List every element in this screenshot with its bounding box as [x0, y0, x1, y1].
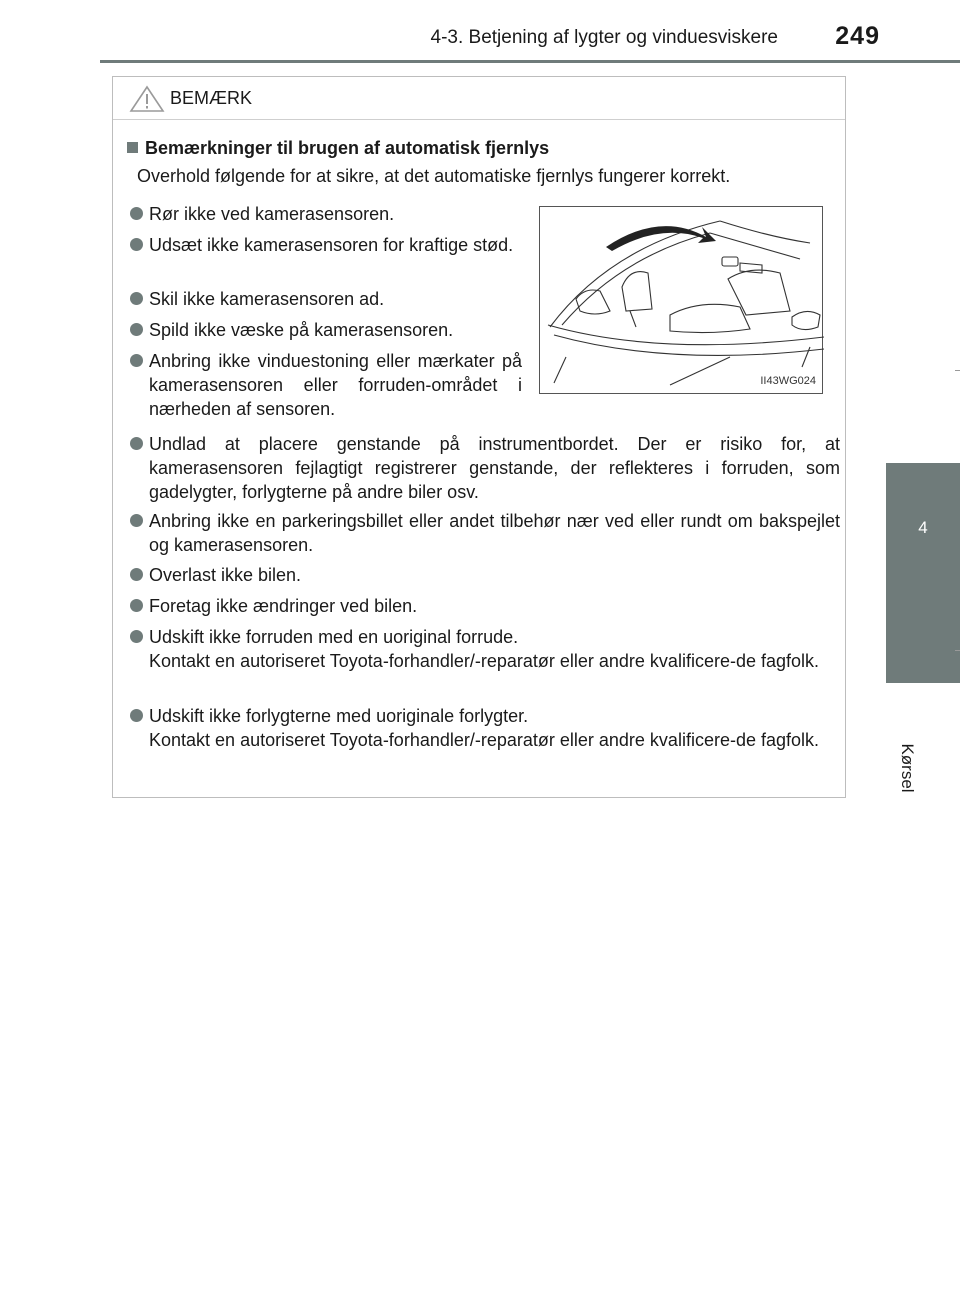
chapter-tab: [886, 463, 960, 683]
margin-tick: [955, 370, 960, 371]
page-header: [0, 0, 960, 62]
chapter-label: [897, 738, 917, 798]
bullet-dot-icon: [130, 599, 143, 612]
list-item-continuation: Kontakt en autoriseret Toyota-forhandler/-reparatør eller andre kvalificere-de fagfolk.: [149, 730, 820, 750]
page-number: 249: [835, 22, 880, 50]
warning-triangle-icon: [129, 85, 165, 113]
bullet-dot-icon: [130, 514, 143, 527]
notice-label: BEMÆRK: [170, 88, 253, 108]
section-heading-text: Bemærkninger til brugen af automatisk fjernlys: [145, 138, 550, 158]
camera-sensor-figure: [539, 206, 823, 394]
list-item: Rør ikke ved kamerasensoren.: [130, 202, 522, 226]
header-rule: [100, 60, 960, 63]
bullet-dot-icon: [130, 238, 143, 251]
list-item: Anbring ikke vinduestoning eller mærkater på kamerasensoren eller forruden-området i nærheden af sensoren.: [130, 349, 522, 421]
list-item: Foretag ikke ændringer ved bilen.: [130, 594, 840, 618]
bullet-dot-icon: [130, 709, 143, 722]
notice-header: [113, 77, 845, 120]
intro-text: Overhold følgende for at sikre, at det automatiske fjernlys fungerer korrekt.: [137, 166, 731, 186]
list-item: Overlast ikke bilen.: [130, 563, 840, 587]
list-item: Spild ikke væske på kamerasensoren.: [130, 318, 522, 342]
windshield-camera-illustration: [540, 207, 824, 395]
figure-code: II43WG024: [760, 375, 816, 387]
list-item: Udskift ikke forlygterne med uoriginale forlygter. Kontakt en autoriseret Toyota-forhandler/-reparatør eller andre kvalificere-de fagfolk.: [130, 704, 840, 752]
bullet-dot-icon: [130, 354, 143, 367]
header-title: 4-3. Betjening af lygter og vinduesviskere: [430, 27, 778, 48]
section-heading: [127, 138, 549, 159]
list-item: Udsæt ikke kamerasensoren for kraftige stød.: [130, 233, 522, 257]
bullet-dot-icon: [130, 323, 143, 336]
bullet-dot-icon: [130, 437, 143, 450]
list-item: Skil ikke kamerasensoren ad.: [130, 287, 522, 311]
chapter-number: 4: [918, 518, 928, 537]
bullet-dot-icon: [130, 207, 143, 220]
chapter-label-text: Kørsel: [898, 743, 917, 793]
notice-box: [112, 76, 846, 798]
list-item: Udskift ikke forruden med en uoriginal forrude. Kontakt en autoriseret Toyota-forhandler/-reparatør eller andre kvalificere-de fagfolk.: [130, 625, 840, 673]
bullet-dot-icon: [130, 568, 143, 581]
list-item: Undlad at placere genstande på instrumentbordet. Der er risiko for, at kamerasensoren fejlagtigt registrerer genstande, der reflekteres i forruden, som gadelygter, forlygterne på andre biler osv.: [130, 432, 840, 504]
list-item: Anbring ikke en parkeringsbillet eller andet tilbehør nær ved eller rundt om bakspejlet og kamerasensoren.: [130, 509, 840, 557]
bullet-dot-icon: [130, 630, 143, 643]
list-item-continuation: Kontakt en autoriseret Toyota-forhandler/-reparatør eller andre kvalificere-de fagfolk.: [149, 651, 820, 671]
bullet-dot-icon: [130, 292, 143, 305]
square-bullet-icon: [127, 142, 138, 153]
margin-tick: [955, 650, 960, 651]
